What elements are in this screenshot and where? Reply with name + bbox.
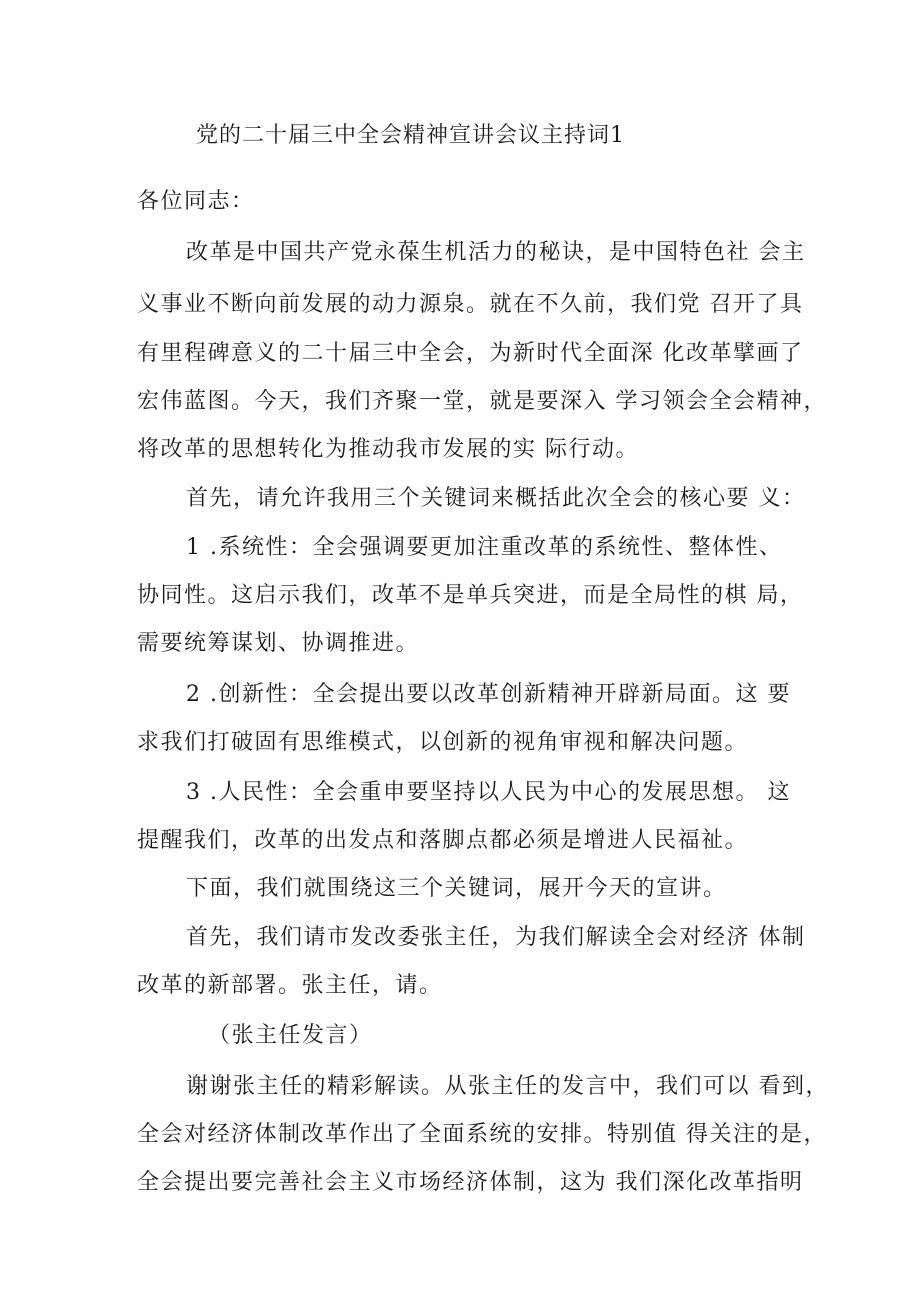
paragraph-line: 将改革的思想转化为推动我市发展的实 际行动。 (137, 437, 639, 462)
paragraph-line: 义事业不断向前发展的动力源泉。就在不久前，我们党 召开了具 (137, 292, 804, 317)
list-item-line: 求我们打破固有思维模式，以创新的视角审视和解决问题。 (137, 730, 749, 755)
paragraph-line: 全会对经济体制改革作出了全面系统的安排。特别值 得关注的是， (137, 1122, 827, 1147)
document-title: 党的二十届三中全会精神宣讲会议主持词1 (196, 123, 625, 148)
list-item-line: 3 .人民性：全会重申要坚持以人民为中心的发展思想。 这 (186, 780, 791, 805)
list-item-line: 提醒我们，改革的出发点和落脚点都必须是增进人民福祉。 (137, 828, 749, 853)
list-item-line: 2 .创新性：全会提出要以改革创新精神开辟新局面。这 要 (186, 682, 791, 707)
paragraph-line: 宏伟蓝图。今天，我们齐聚一堂，就是要深入 学习领会全会精神， (137, 389, 827, 414)
salutation: 各位同志： (137, 189, 255, 214)
paragraph-line: 谢谢张主任的精彩解读。从张主任的发言中，我们可以 看到， (186, 1074, 829, 1099)
paragraph-line: 改革是中国共产党永葆生机活力的秘诀，是中国特色社 会主 (186, 240, 806, 265)
paragraph-line: 全会提出要完善社会主义市场经济体制，这为 我们深化改革指明 (137, 1170, 804, 1195)
speaker-note: （张主任发言） (208, 1023, 373, 1048)
list-item-line: 需要统筹谋划、协调推进。 (137, 631, 420, 656)
paragraph-line: 下面，我们就围绕这三个关键词，展开今天的宣讲。 (186, 876, 727, 901)
paragraph-line: 改革的新部署。张主任，请。 (137, 973, 443, 998)
paragraph-line: 有里程碑意义的二十届三中全会，为新时代全面深 化改革擘画了 (137, 341, 804, 366)
paragraph-line: 首先，请允许我用三个关键词来概括此次全会的核心要 义： (186, 486, 806, 511)
list-item-line: 1 .系统性：全会强调要更加注重改革的系统性、整体性、 (186, 535, 783, 560)
paragraph-line: 首先，我们请市发改委张主任，为我们解读全会对经济 体制 (186, 925, 806, 950)
list-item-line: 协同性。这启示我们，改革不是单兵突进，而是全局性的棋 局， (137, 583, 804, 608)
